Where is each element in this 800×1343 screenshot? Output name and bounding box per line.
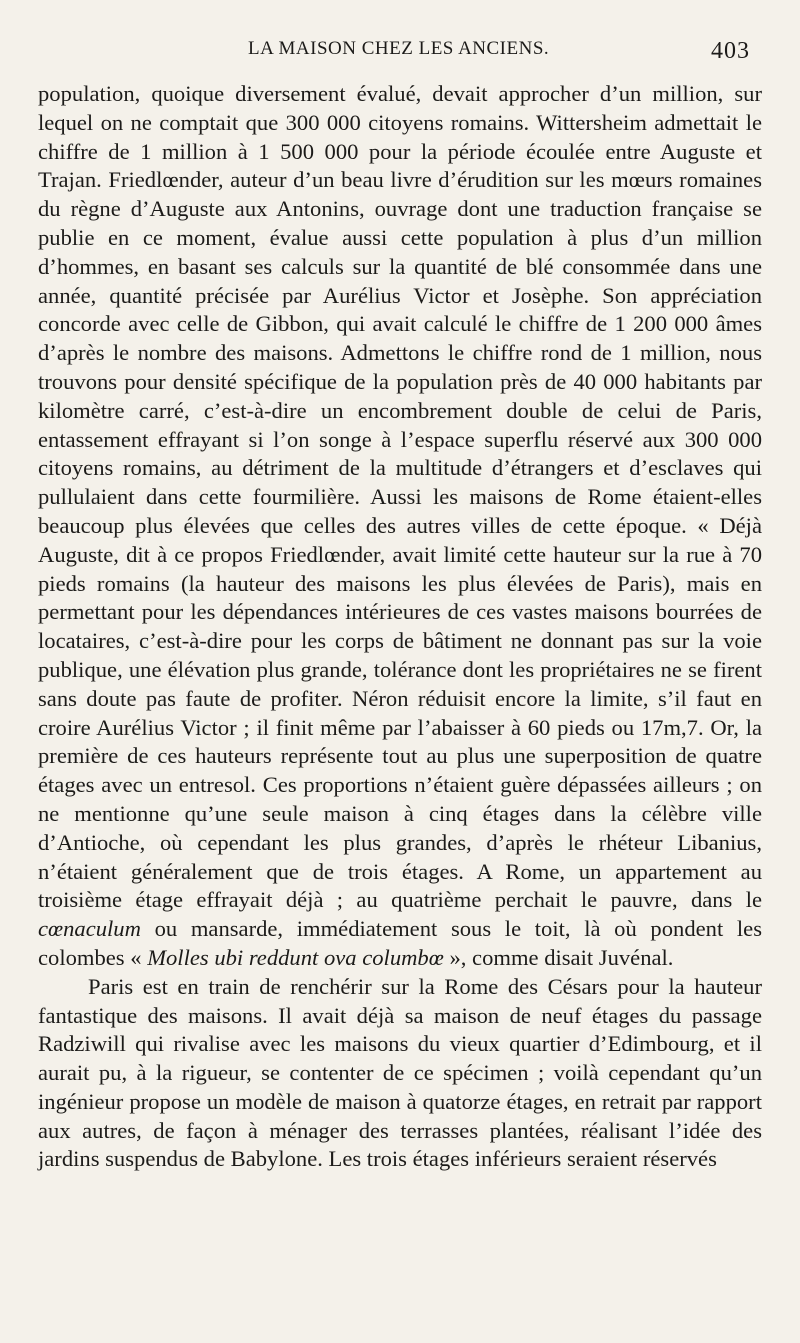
paragraph-1-italic-quote: Molles ubi reddunt ova columbœ — [147, 944, 444, 970]
page-header — [38, 0, 762, 80]
paragraph-1-part-5: », comme disait Juvénal. — [443, 944, 674, 970]
paragraph-1 — [38, 80, 762, 973]
running-title: LA MAISON CHEZ LES ANCIENS. — [248, 38, 550, 59]
paragraph-2-part-1: Paris est en train de renchérir sur la Rome des Césars pour la hauteur fantastique des maisons. Il avait déjà sa maison de neuf étages du passage Radziwill qui rivalise avec les maisons du vieux quartier d’Edimbourg, et il aurait pu, à la rigueur, se contenter de ce spécimen ; voilà cependant qu’un ingénieur propose un modèle de maison à quatorze étages, en retrait par rapport aux autres, de façon à ménager des terrasses plantées, réalisant l’idée des jardins suspendus de Babylone. Les trois étages inférieurs seraient réservés — [38, 973, 762, 1172]
page-number: 403 — [711, 38, 750, 64]
paragraph-1-italic-coenaculum: cœnaculum — [38, 916, 141, 942]
paragraph-1-part-3: ou mansarde, immédiatement sous le toit, là où pondent les colombes « — [38, 916, 762, 970]
body-text — [38, 80, 762, 1174]
paragraph-1-part-1: population, quoique diversement évalué, devait approcher d’un million, sur lequel on ne comptait que 300 000 citoyens romains. Wittersheim admettait le chiffre de 1 million à 1 500 000 pour la période écoulée entre Auguste et Trajan. Friedlœnder, auteur d’un beau livre d’érudition sur les mœurs romaines du règne d’Auguste aux Antonins, ouvrage dont une traduction française se publie en ce moment, évalue aussi cette population à plus d’un million d’hommes, en basant ses calculs sur la quantité de blé consommée dans une année, quantité précisée par Aurélius Victor et Josèphe. Son appréciation concorde avec celle de Gibbon, qui avait calculé le chiffre de 1 200 000 âmes d’après le nombre des maisons. Admettons le chiffre rond de 1 million, nous trouvons pour densité spécifique de la population près de 40 000 habitants par kilomètre carré, c’est-à-dire un encombrement double de celui de Paris, entassement effrayant si l’on songe à l’espace superflu réservé aux 300 000 citoyens romains, au détriment de la multitude d’étrangers et d’esclaves qui pullulaient dans cette fourmilière. Aussi les maisons de Rome étaient-elles beaucoup plus élevées que celles des autres villes de cette époque. « Déjà Auguste, dit à ce propos Friedlœnder, avait limité cette hauteur sur la rue à 70 pieds romains (la hauteur des maisons les plus élevées de Paris), mais en permettant pour les dépendances intérieures de ces vastes maisons bourrées de locataires, c’est-à-dire pour les corps de bâtiment ne donnant pas sur la voie publique, une élévation plus grande, tolérance dont les propriétaires ne se firent sans doute pas faute de profiter. Néron réduisit encore la limite, s’il faut en croire Aurélius Victor ; il finit même par l’abaisser à 60 pieds ou 17m,7. Or, la première de ces hauteurs représente tout au plus une superposition de quatre étages avec un entresol. Ces proportions n’étaient guère dépassées ailleurs ; on ne mentionne qu’une seule maison à cinq étages dans la célèbre ville d’Antioche, où cependant les plus grandes, d’après le rhéteur Libanius, n’étaient généralement que de trois étages. A Rome, un appartement au troisième étage effrayait déjà ; au quatrième perchait le pauvre, dans le — [38, 81, 762, 913]
paragraph-2 — [38, 973, 762, 1175]
